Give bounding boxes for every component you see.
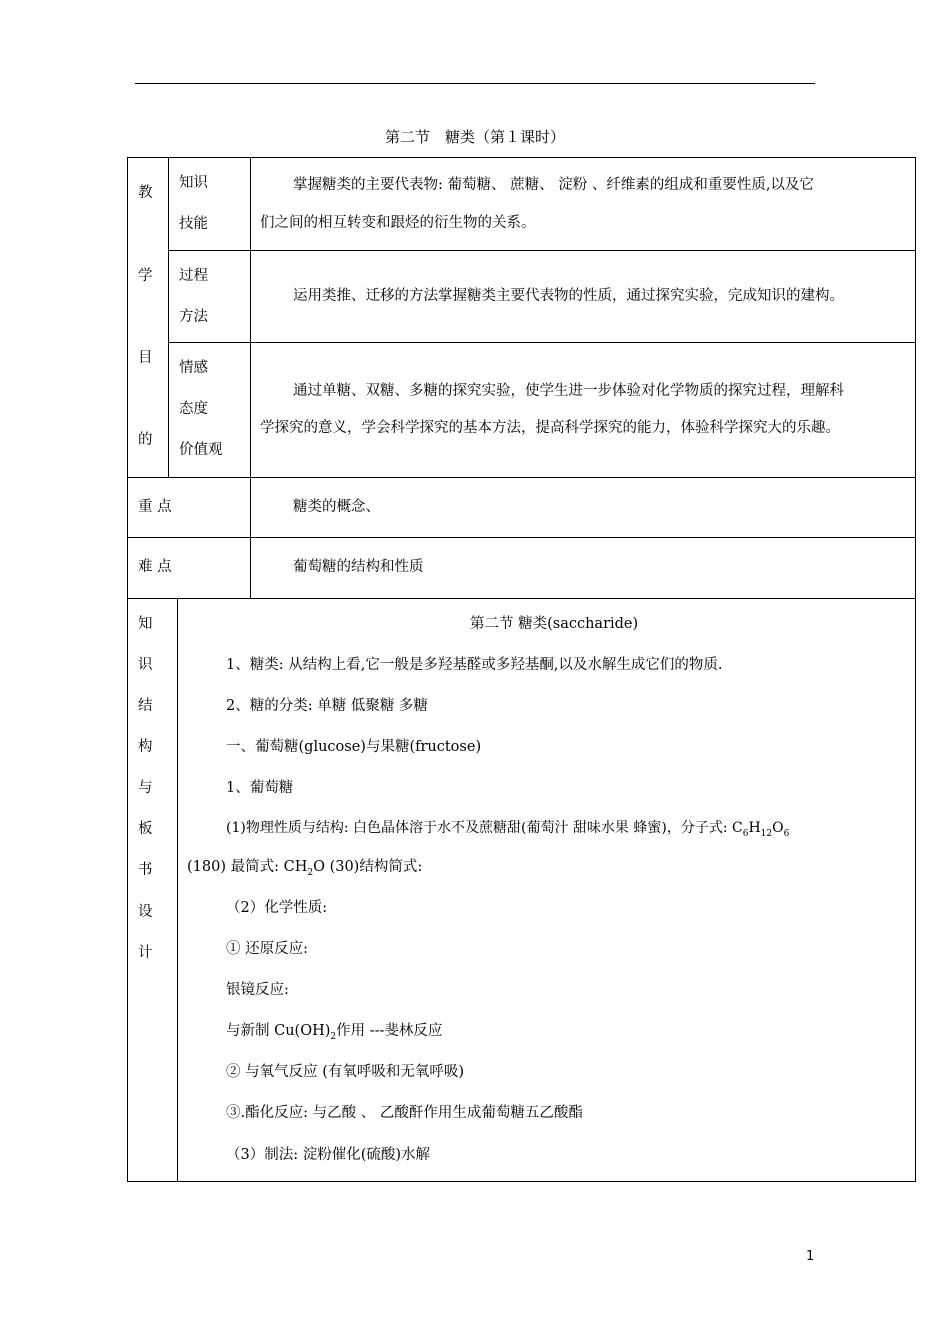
objective-text: 们之间的相互转变和跟烃的衍生物的关系。 [260,215,536,231]
design-header-char: 板 [138,821,153,837]
page-title: 第二节 糖类（第１课时） [384,128,565,146]
objective-label: 过程 [179,268,208,284]
objective-text: 运用类推、迁移的方法掌握糖类主要代表物的性质，通过探究实验，完成知识的建构。 [293,288,844,304]
design-line: ② 与氧气反应 (有氧呼吸和无氧呼吸) [226,1064,465,1080]
design-line: 2、糖的分类: 单糖 低聚糖 多糖 [226,698,428,714]
design-line: （3）制法: 淀粉催化(硫酸)水解 [226,1147,431,1163]
objective-label: 价值观 [179,442,223,458]
design-line: 1、葡萄糖 [226,780,294,796]
header-rule [135,83,815,84]
key-point-label: 重 点 [138,499,172,515]
design-line: 一、葡萄糖(glucose)与果糖(fructose) [226,739,482,755]
design-heading: 第二节 糖类(saccharide) [470,616,639,632]
objectives-header-char: 的 [138,432,153,448]
objective-label: 知识 [179,175,208,191]
difficulty-text: 葡萄糖的结构和性质 [293,559,424,575]
design-header-char: 书 [138,862,153,878]
page-number: 1 [806,1249,815,1264]
design-line: 银镜反应: [226,982,289,998]
objective-label: 态度 [179,401,208,417]
difficulty-label: 难 点 [138,559,172,575]
key-point-text: 糖类的概念、 [293,499,380,515]
design-header-char: 知 [138,616,153,632]
design-header-char: 识 [138,657,153,673]
design-line: ③.酯化反应: 与乙酸 、 乙酸酐作用生成葡萄糖五乙酸酯 [226,1105,583,1121]
objectives-header-char: 目 [138,350,153,366]
design-line-formula: (180) 最简式: $CH_2O$ (30)结构简式: [187,859,423,878]
design-line-formula: (1)物理性质与结构: 白色晶体溶于水不及蔗糖甜(葡萄汁 甜味水果 蜂蜜)，分子式: $C_6H_{12}O_6$ [226,820,790,839]
objective-text: 通过单糖、双糖、多糖的探究实验，使学生进一步体验对化学物质的探究过程，理解科 [293,383,844,399]
design-header-char: 计 [138,945,153,961]
objective-label: 方法 [179,309,208,325]
objectives-header-char: 学 [138,268,153,284]
design-header-char: 结 [138,698,153,714]
objectives-header-char: 教 [138,185,153,201]
objective-label: 技能 [179,216,208,232]
design-header-char: 设 [138,904,153,920]
design-line-formula: 与新制 $Cu(OH)_2$作用 ---斐林反应 [226,1023,443,1042]
design-line: 1、糖类: 从结构上看,它一般是多羟基醛或多羟基酮,以及水解生成它们的物质. [226,657,723,673]
design-header-char: 与 [138,780,153,796]
design-line: ① 还原反应: [226,941,308,957]
design-line: （2）化学性质: [226,900,328,916]
objective-label: 情感 [179,360,208,376]
objective-text: 掌握糖类的主要代表物: 葡萄糖、 蔗糖、 淀粉 、纤维素的组成和重要性质,以及它 [293,177,814,193]
design-header-char: 构 [138,739,153,755]
objective-text: 学探究的意义，学会科学探究的基本方法，提高科学探究的能力，体验科学探究大的乐趣。 [260,420,840,436]
